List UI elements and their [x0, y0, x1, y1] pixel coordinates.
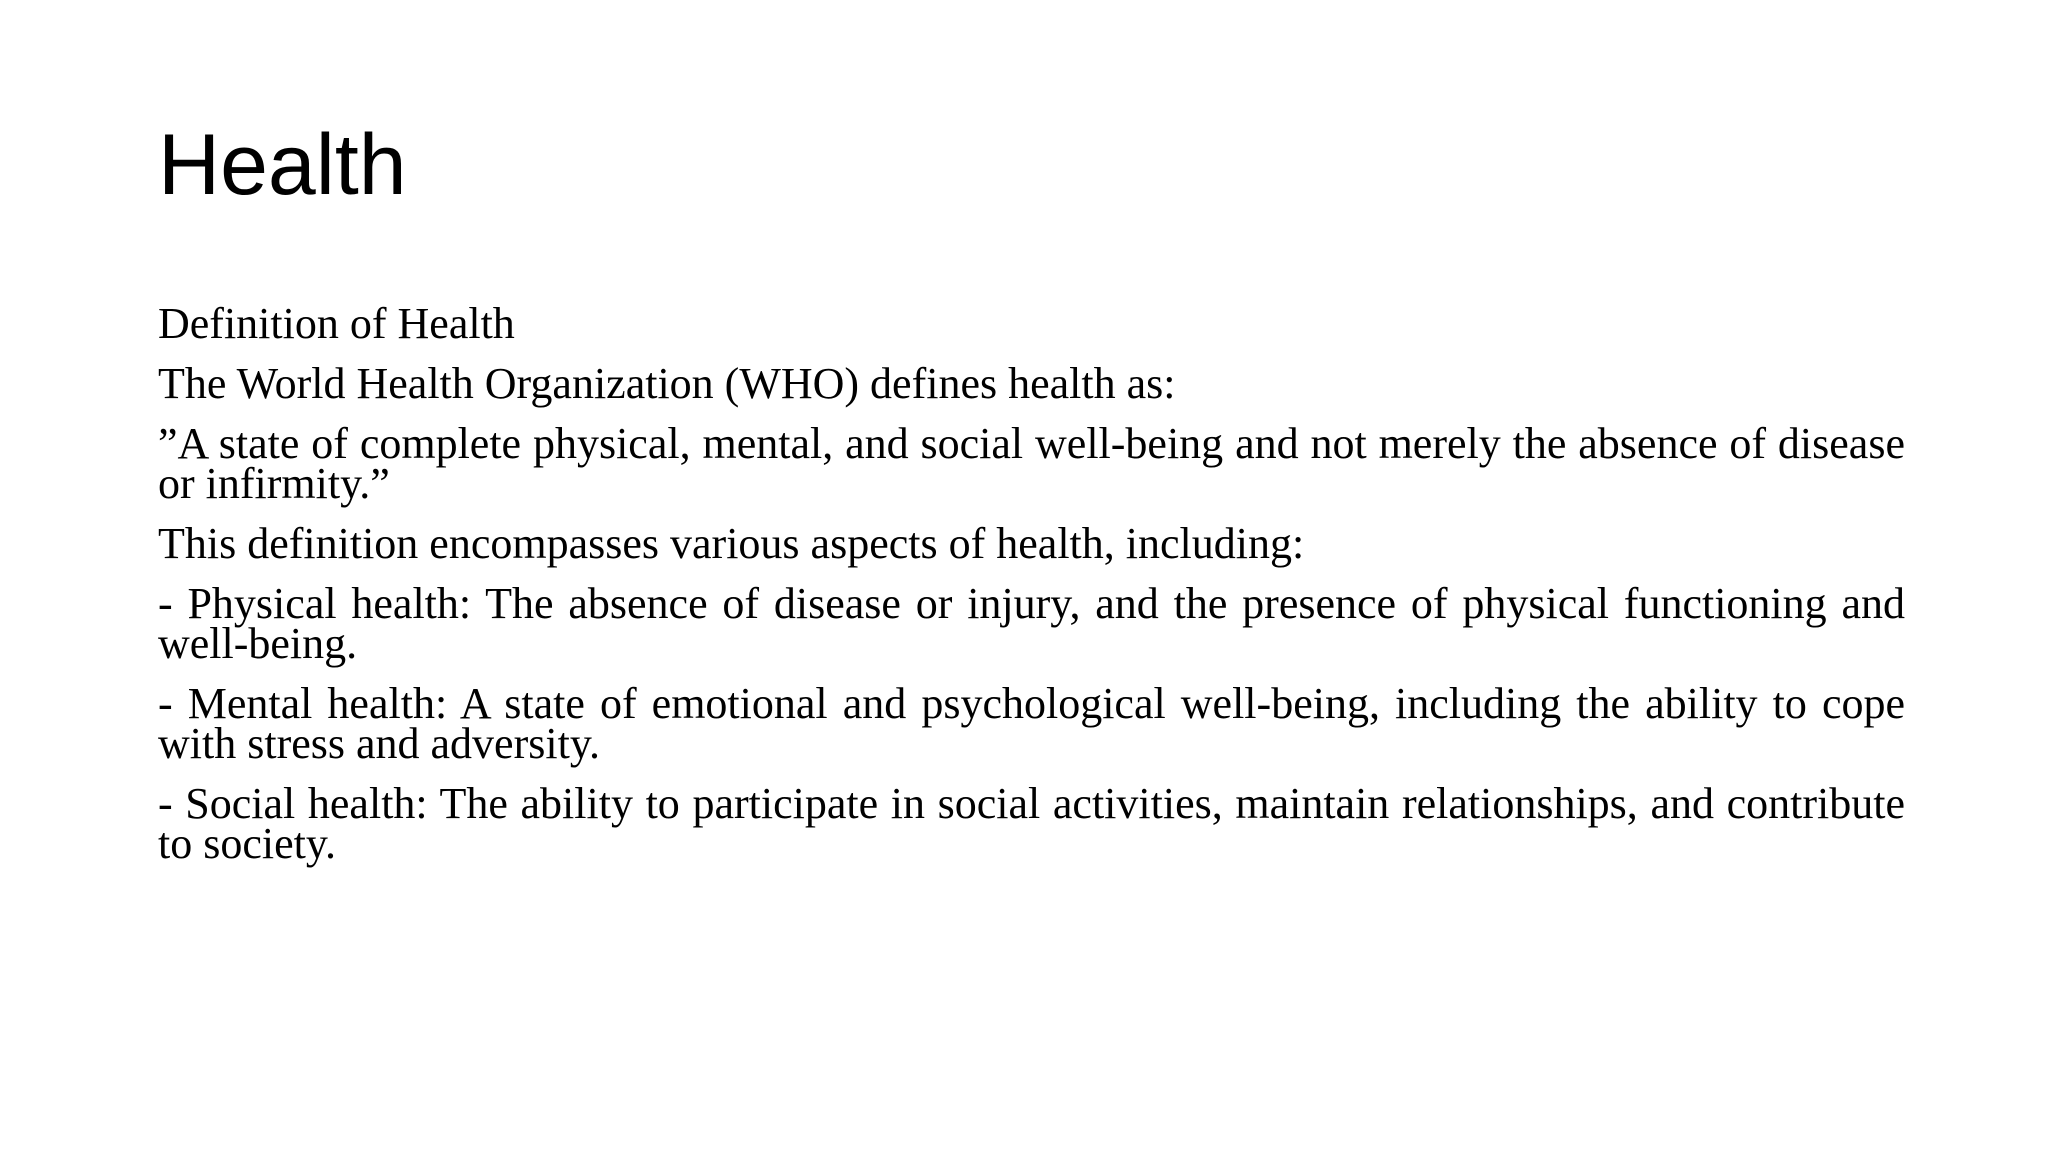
body-paragraph-who-intro: The World Health Organization (WHO) defines health as: — [158, 359, 1176, 408]
slide-body — [158, 299, 1905, 884]
body-paragraph-mental-health: - Mental health: A state of emotional and psychological well-being, including the ability to cope with stress and adversity. — [158, 679, 1905, 768]
body-paragraph-aspects-intro: This definition encompasses various aspects of health, including: — [158, 519, 1305, 568]
body-paragraph-social-health: - Social health: The ability to participate in social activities, maintain relationships, and contribute to society. — [158, 779, 1905, 868]
body-paragraph-physical-health: - Physical health: The absence of disease or injury, and the presence of physical functioning and well-being. — [158, 579, 1905, 668]
body-paragraph-definition-heading: Definition of Health — [158, 299, 515, 348]
slide-title: Health — [158, 117, 407, 213]
body-paragraph-who-quote: ”A state of complete physical, mental, and social well-being and not merely the absence of disease or infirmity.” — [158, 419, 1905, 508]
